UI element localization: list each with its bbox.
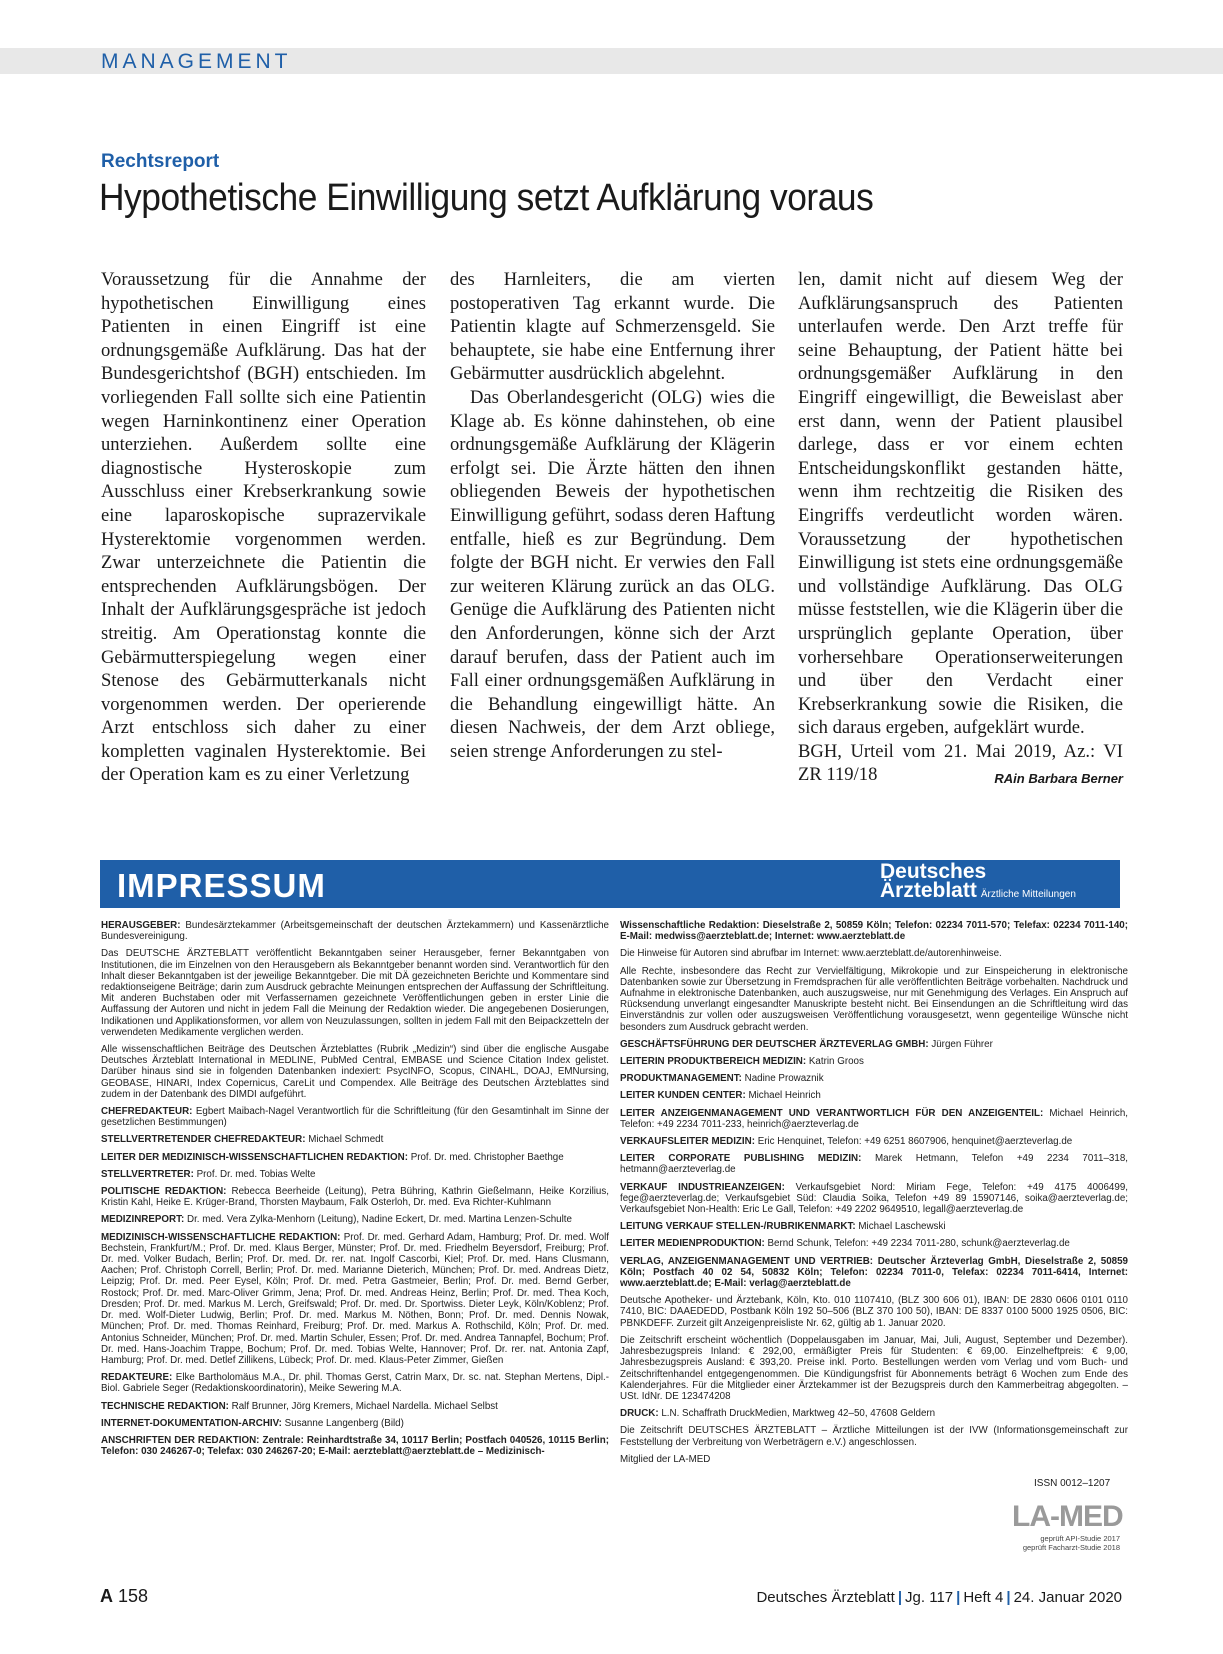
impressum-entry <box>620 948 1128 959</box>
impressum-entry-text: Marek Hetmann, Telefon +49 2234 7011–318, hetmann@aerzteverlag.de <box>620 1153 1128 1176</box>
article-column-3 <box>798 268 1123 791</box>
impressum-entry-text: Jürgen Führer <box>928 1038 993 1050</box>
impressum-entry-label: Wissenschaftliche Redaktion: Dieselstraße 2, 50859 Köln; Telefon: 02234 7011-570; Telefax: 02234 7011-140; E-Mail: medwiss@aerzteblatt.de; Internet: www.aerzteblatt.de <box>620 920 1128 943</box>
impressum-entry-text: Nadine Prowaznik <box>741 1073 824 1085</box>
impressum-entry <box>620 1425 1128 1447</box>
impressum-entry-text: Die Zeitschrift erscheint wöchentlich (Doppelausgaben im Januar, Mai, Juli, August, September und Dezember). Jahresbezugspreis Inland: € 292,00, ermäßigter Preis für Studenten: € 69,00. Einzelheftpreis: € 9,00, Jahresbezugspreis Ausland: € 393,20. Preise inkl. Porto. Bestellungen werden vom Verlag und vom Buch- und Zeitschriftenhandel entgegengenommen. Die Kündigungsfrist für Abonnements beträgt 6 Wochen zum Ende des Kalenderjahres. Für die Mitglieder einer Ärztekammer ist der Bezugspreis durch den Kammerbeitrag abgegolten. – USt. IdNr. DE 123474208 <box>620 1334 1128 1402</box>
impressum-entry-text: Das DEUTSCHE ÄRZTEBLATT veröffentlicht Bekanntgaben seiner Herausgeber, ferner Bekanntgaben von Institutionen, die im Einzelnen von den Herausgebern als Bekanntgeber benannt worden sind. Verantwortlich für den Inhalt dieser Bekanntgaben ist der jeweilige Bekanntgeber. Die mit DÄ gezeichneten Berichte und Kommentare sind redaktionseigene Beiträge; darin zum Ausdruck gebrachte Meinungen entsprechen der Auffassung der Schriftleitung. Mit anderen Buchstaben oder mit Verfassernamen gezeichnete Veröffentlichungen geben in erster Linie die Auffassung der Autoren und nicht in jedem Fall die Meinung der Redaktion wieder. Die angegebenen Dosierungen, Indikationen und Applikationsformen, vor allem von Neuzulassungen, sollten in jedem Fall mit den Beipackzetteln der verwendeten Medikamente verglichen werden. <box>101 948 609 1038</box>
impressum-entry <box>101 1232 609 1366</box>
impressum-entry <box>620 1454 1128 1465</box>
impressum-column-left <box>101 920 609 1463</box>
logo-line-1: Deutsches <box>880 860 987 883</box>
impressum-entry <box>620 1073 1128 1084</box>
impressum-entry-text: L.N. Schaffrath DruckMedien, Marktweg 42–50, 47608 Geldern <box>658 1408 936 1420</box>
impressum-entry-text: Die Zeitschrift DEUTSCHES ÄRZTEBLATT – Ärztliche Mitteilungen ist der IVW (Informationsgemeinschaft zur Feststellung der Verbreitung von Werbeträgern e.V.) angeschlossen. <box>620 1425 1128 1448</box>
impressum-entry-label: VERKAUFSLEITER MEDIZIN: <box>620 1136 755 1148</box>
impressum-entry-label: INTERNET-DOKUMENTATION-ARCHIV: <box>101 1417 282 1429</box>
impressum-entry-label: LEITUNG VERKAUF STELLEN-/RUBRIKENMARKT: <box>620 1221 856 1233</box>
impressum-entry <box>620 1238 1128 1249</box>
deutsches-aerzteblatt-logo <box>880 862 1076 904</box>
impressum-entry-label: LEITER CORPORATE PUBLISHING MEDIZIN: <box>620 1153 862 1165</box>
footer-journal-info: Deutsches Ärzteblatt | Jg. 117 | Heft 4 | 24. Januar 2020 <box>756 1589 1122 1606</box>
footer-volume: Jg. 117 <box>905 1589 954 1606</box>
logo-line-2 <box>880 881 1076 904</box>
impressum-entry <box>101 948 609 1038</box>
impressum-entry-text: Ralf Brunner, Jörg Kremers, Michael Nardella. Michael Selbst <box>228 1400 498 1412</box>
impressum-entry-label: PRODUKTMANAGEMENT: <box>620 1073 742 1085</box>
impressum-entry-text: Rebecca Beerheide (Leitung), Petra Bühring, Kathrin Gießelmann, Heike Korzilius, Kristin Kahl, Heike E. Krüger-Brand, Thorsten Maybaum, Falk Osterloh, Dr. med. Eva Richter-Kuhlmann <box>101 1186 609 1209</box>
impressum-entry-label: CHEFREDAKTEUR: <box>101 1106 193 1118</box>
impressum-entry-text: Die Hinweise für Autoren sind abrufbar im Internet: www.aerzteblatt.de/autorenhinweise. <box>620 948 1002 960</box>
impressum-entry-label: TECHNISCHE REDAKTION: <box>101 1400 229 1412</box>
footer-journal: Deutsches Ärzteblatt <box>756 1589 895 1606</box>
impressum-entry <box>620 1335 1128 1402</box>
la-med-logo: LA-MED <box>1012 1500 1123 1533</box>
issn: ISSN 0012–1207 <box>1034 1478 1111 1489</box>
article-paragraph: Das Oberlandesgericht (OLG) wies die Klage ab. Es könne dahinstehen, ob eine ordnungsgemäße Aufklärung der Klägerin erfolgt sei. Die Ärzte hätten den ihnen obliegenden Beweis der hypothetischen Einwilligung geführt, sodass deren Haftung entfalle, hieß es zur Begründung. Dem folgte der BGH nicht. Er verwies den Fall zur weiteren Klärung zurück an das OLG. Genüge die Aufklärung des Patienten nicht den Anforderungen, könne sich der Arzt darauf berufen, dass der Patient auch im Fall einer ordnungsgemäßen Aufklärung in die Behandlung eingewilligt hätte. An diesen Nachweis, der dem Arzt obliege, seien strenge Anforderungen zu stel- <box>450 386 775 762</box>
article-paragraph: len, damit nicht auf diesem Weg der Aufklärungsanspruch des Patienten unterlaufen werde. Den Arzt treffe für seine Behauptung, der Patient hätte bei ordnungsgemäßer Aufklärung in den Eingriff eingewilligt, die Beweislast aber erst dann, wenn der Patient plausibel darlege, dass er vor einem echten Entscheidungskonflikt gestanden hätte, wenn ihm rechtzeitig die Risiken des Eingriffs verdeutlicht worden wären. Voraussetzung der hypothetischen Einwilligung ist stets eine ordnungsgemäße und vollständige Aufklärung. Das OLG müsse feststellen, wie die Klägerin über die ursprünglich geplante Operation, über vorhersehbare Operationserweiterungen und über den Verdacht einer Krebserkrankung sowie die Risiken, die sich daraus ergeben, aufgeklärt wurde. <box>798 269 1123 739</box>
impressum-entry <box>620 1039 1128 1050</box>
impressum-entry <box>620 1221 1128 1232</box>
impressum-entry <box>620 920 1128 942</box>
impressum-entry <box>101 920 609 942</box>
impressum-entry-label: LEITERIN PRODUKTBEREICH MEDIZIN: <box>620 1056 807 1068</box>
impressum-entry-text: Bundesärztekammer (Arbeitsgemeinschaft der deutschen Ärztekammern) und Kassenärztliche Bundesvereinigung. <box>101 920 609 943</box>
page-number <box>100 1586 148 1607</box>
citation-text: BGH, Urteil vom 21. Mai 2019, Az.: VI ZR 119/18 <box>798 740 1123 786</box>
impressum-entry <box>101 1152 609 1163</box>
impressum-entry <box>101 1186 609 1208</box>
impressum-entry <box>101 1106 609 1128</box>
impressum-entry <box>620 1153 1128 1175</box>
impressum-entry-label: STELLVERTRETER: <box>101 1168 194 1180</box>
impressum-title: IMPRESSUM <box>117 867 326 904</box>
impressum-entry-text: Alle Rechte, insbesondere das Recht zur Vervielfältigung, Mikrokopie und zur Einspeicherung in elektronische Datenbanken sowie zur Übersetzung in Fremdsprachen für alle veröffentlichten Beiträge vorbehalten. Nachdruck und Aufnahme in elektronische Datenbanken, auch auszugsweise, nur mit Genehmigung des Verlages. Ein Anspruch auf Rücksendung unverlangt eingesandter Manuskripte besteht nicht. Bei Einsendungen an die Schriftleitung wird das Einverständnis zur vollen oder auszugsweisen Veröffentlichung vorausgesetzt, wenn gegenteilige Wünsche nicht besonders zum Ausdruck gebracht werden. <box>620 965 1128 1033</box>
la-med-caption <box>1008 1534 1120 1552</box>
impressum-entry-text: Verkaufsgebiet Nord: Miriam Fege, Telefon: +49 4175 4006499, fege@aerzteverlag.de; Verkaufsgebiet Süd: Claudia Soika, Telefon +49 89 15907146, soika@aerzteverlag.de; Verkaufsgebiet Non-Health: Eric Le Gall, Telefon: +49 2202 9649510, legall@aerzteverlag.de <box>620 1181 1128 1216</box>
impressum-entry-label: STELLVERTRETENDER CHEFREDAKTEUR: <box>101 1134 306 1146</box>
impressum-entry-label: POLITISCHE REDAKTION: <box>101 1186 227 1198</box>
impressum-entry-text: Michael Heinrich, Telefon: +49 2234 7011-233, heinrich@aerzteverlag.de <box>620 1107 1128 1130</box>
impressum-entry-label: GESCHÄFTSFÜHRUNG DER DEUTSCHER ÄRZTEVERLAG GMBH: <box>620 1038 929 1050</box>
impressum-entry-label: DRUCK: <box>620 1408 659 1420</box>
impressum-entry-label: VERLAG, ANZEIGENMANAGEMENT UND VERTRIEB: Deutscher Ärzteverlag GmbH, Dieselstraße 2, 50859 Köln; Postfach 40 02 54, 50832 Köln; Telefon: 02234 7011-0, Telefax: 02234 7011-6414, Internet: www.aerzteblatt.de; E-Mail: verlag@aerzteblatt.de <box>620 1255 1128 1290</box>
footer-issue: Heft 4 <box>963 1589 1004 1606</box>
impressum-entry <box>620 1256 1128 1290</box>
article-citation <box>798 740 1123 787</box>
impressum-entry-label: HERAUSGEBER: <box>101 920 181 931</box>
logo-line-2-text: Ärzteblatt <box>880 879 977 902</box>
article-column-2 <box>450 268 775 763</box>
impressum-entry-label: LEITER KUNDEN CENTER: <box>620 1090 746 1102</box>
impressum-entry-label: LEITER DER MEDIZINISCH-WISSENSCHAFTLICHEN REDAKTION: <box>101 1151 408 1163</box>
article-kicker: Rechtsreport <box>101 151 220 172</box>
impressum-entry-label: MEDIZINREPORT: <box>101 1214 185 1226</box>
impressum-entry-label: REDAKTEURE: <box>101 1372 173 1384</box>
impressum-entry-text: Dr. med. Vera Zylka-Menhorn (Leitung), Nadine Eckert, Dr. med. Martina Lenzen-Schulte <box>184 1214 572 1226</box>
impressum-entry-text: Deutsche Apotheker- und Ärztebank, Köln, Kto. 010 1107410, (BLZ 300 606 01), IBAN: DE 2830 0606 0101 0110 7410, BIC: DAAEDEDD, Postbank Köln 192 50–506 (BLZ 370 100 50), IBAN: DE 8337 0100 5000 1925 0506, BIC: PBNKDEFF. Zurzeit gilt Anzeigenpreisliste Nr. 62, gültig ab 1. Januar 2020. <box>620 1295 1128 1329</box>
impressum-entry-text: Prof. Dr. med. Gerhard Adam, Hamburg; Prof. Dr. med. Wolf Bechstein, Frankfurt/M.; Prof. Dr. med. Klaus Berger, Münster; Prof. Dr. med. Friedhelm Beyersdorf, Freiburg; Prof. Dr. med. Volker Budach, Berlin; Prof. Dr. med. Dr. rer. nat. Ingolf Cascorbi, Kiel; Prof. Dr. med. Hans Clusmann, Aachen; Prof. Christoph Correll, Berlin; Prof. Dr. med. Marianne Dieterich, München; Prof. Dr. med. Andreas Dietz, Leipzig; Prof. Dr. med. Peer Eysel, Köln; Prof. Dr. med. Petra Gastmeier, Berlin; Prof. Dr. med. Bernd Gerber, Rostock; Prof. Dr. med. Marc-Oliver Grimm, Jena; Prof. Dr. med. Andreas Heinz, Berlin; Prof. Dr. med. Thea Koch, Dresden; Prof. Dr. med. Markus M. Lerch, Greifswald; Prof. Dr. med. Dr. Sportwiss. Dieter Leyk, Köln/Koblenz; Prof. Dr. med. Wolf-Dieter Ludwig, Berlin; Prof. Dr. med. Markus M. Nöthen, Bonn; Prof. Dr. med. Dennis Nowak, München; Prof. Dr. med. Thomas Reinhard, Freiburg; Prof. Dr. med. Markus A. Rothschild, Köln; Prof. Dr. med. Antonius Schneider, München; Prof. Dr. med. Martin Schuler, Essen; Prof. Dr. med. Andrea Tannapfel, Bochum; Prof. Dr. med. Hans-Joachim Trappe, Bochum; Prof. Dr. med. Tobias Welte, Hannover; Prof. Dr. rer. nat. Antonia Zapf, Hamburg; Prof. Dr. med. Detlef Zillikens, Lübeck; Prof. Dr. med. Klaus-Peter Zimmer, Gießen <box>101 1231 609 1366</box>
impressum-entry-label: LEITER MEDIENPRODUKTION: <box>620 1238 765 1250</box>
impressum-entry <box>101 1214 609 1225</box>
impressum-entry-text: Susanne Langenberg (Bild) <box>281 1417 404 1429</box>
impressum-entry <box>101 1418 609 1429</box>
impressum-entry-label: VERKAUF INDUSTRIEANZEIGEN: <box>620 1181 785 1193</box>
impressum-entry-text: Eric Henquinet, Telefon: +49 6251 8607906, henquinet@aerzteverlag.de <box>754 1136 1073 1148</box>
article-column-1 <box>101 268 426 787</box>
article-paragraph: des Harnleiters, die am vierten postoperativen Tag erkannt wurde. Die Patientin klagte auf Schmerzensgeld. Sie behauptete, sie habe eine Entfernung ihrer Gebärmutter ausdrücklich abgelehnt. <box>450 269 775 385</box>
impressum-entry-text: Katrin Groos <box>806 1056 864 1068</box>
impressum-entry-text: Prof. Dr. med. Tobias Welte <box>193 1168 316 1180</box>
article-author: RAin Barbara Berner <box>994 771 1123 787</box>
impressum-entry <box>101 1134 609 1145</box>
page-number-value: 158 <box>118 1586 149 1606</box>
impressum-entry-label: MEDIZINISCH-WISSENSCHAFTLICHE REDAKTION: <box>101 1231 341 1243</box>
impressum-entry-label: LEITER ANZEIGENMANAGEMENT UND VERANTWORTLICH FÜR DEN ANZEIGENTEIL: <box>620 1107 1044 1119</box>
impressum-entry-label: ANSCHRIFTEN DER REDAKTION: Zentrale: Reinhardtstraße 34, 10117 Berlin; Postfach 040526, 10115 Berlin; Telefon: 030 246267-0; Telefax: 030 246267-20; E-Mail: aerzteblatt@aerzteblatt.de – Medizinisch- <box>101 1434 609 1458</box>
impressum-entry <box>620 1056 1128 1067</box>
impressum-entry-text: Michael Heinrich <box>745 1090 821 1102</box>
impressum-entry-text: Bernd Schunk, Telefon: +49 2234 7011-280, schunk@aerzteverlag.de <box>764 1238 1070 1250</box>
impressum-entry <box>620 966 1128 1033</box>
impressum-entry <box>101 1401 609 1412</box>
impressum-entry <box>620 1182 1128 1216</box>
impressum-entry <box>101 1435 609 1457</box>
article-headline: Hypothetische Einwilligung setzt Aufklärung voraus <box>99 177 874 219</box>
impressum-column-right <box>620 920 1128 1471</box>
impressum-entry <box>101 1372 609 1394</box>
article-paragraph: Voraussetzung für die Annahme der hypothetischen Einwilligung eines Patienten in einen Eingriff ist eine ordnungsgemäße Aufklärung. Das hat der Bundesgerichtshof (BGH) entschieden. Im vorliegenden Fall sollte sich eine Patientin wegen Harninkontinenz einer Operation unterziehen. Außerdem sollte eine diagnostische Hysteroskopie zum Ausschluss einer Krebserkrankung sowie eine laparoskopische suprazervikale Hysterektomie vorgenommen werden. Zwar unterzeichnete die Patientin die entsprechenden Aufklärungsbögen. Der Inhalt der Aufklärungsgespräche ist jedoch streitig. Am Operationstag konnte die Gebärmutterspiegelung wegen einer Stenose des Gebärmutterkanals nicht vorgenommen werden. Der operierende Arzt entschloss sich daher zu einer kompletten vaginalen Hysterektomie. Bei der Operation kam es zu einer Verletzung <box>101 269 426 786</box>
footer-date: 24. Januar 2020 <box>1013 1589 1122 1606</box>
impressum-entry <box>620 1408 1128 1419</box>
impressum-entry-text: Prof. Dr. med. Christopher Baethge <box>407 1151 564 1163</box>
la-med-line-1: geprüft API-Studie 2017 <box>1040 1534 1120 1543</box>
impressum-entry-text: Alle wissenschaftlichen Beiträge des Deutschen Ärzteblattes (Rubrik „Medizin“) sind über die englische Ausgabe Deutsches Ärzteblatt International in MEDLINE, PubMed Central, EMBASE und Science Citation Index gelistet. Darüber hinaus sind sie in folgenden Datenbanken indexiert: PsycINFO, Scopus, CINAHL, DOAJ, EMNursing, GEOBASE, HINARI, Index Copernicus, CareLit und Compendex. Alle Beiträge des Deutschen Ärzteblattes sind zudem in der Datenbank des DIMDI aufgeführt. <box>101 1044 609 1100</box>
impressum-entry-text: Michael Laschewski <box>855 1221 946 1233</box>
impressum-entry-text: Egbert Maibach-Nagel Verantwortlich für die Schriftleitung (für den Gesamtinhalt im Sinne der gesetzlichen Bestimmungen) <box>101 1106 609 1129</box>
impressum-entry-text: Mitglied der LA-MED <box>620 1453 711 1465</box>
section-label: MANAGEMENT <box>101 50 292 73</box>
page-prefix: A <box>100 1586 113 1606</box>
impressum-entry <box>620 1108 1128 1130</box>
impressum-entry <box>101 1044 609 1100</box>
impressum-entry-text: Michael Schmedt <box>305 1134 384 1146</box>
impressum-entry-text: Elke Bartholomäus M.A., Dr. phil. Thomas Gerst, Catrin Marx, Dr. sc. nat. Stephan Mertens, Dipl.-Biol. Gabriele Seger (Redaktionskoordinatorin), Meike Sewering M.A. <box>101 1372 609 1395</box>
impressum-entry <box>101 1169 609 1180</box>
logo-subtitle: Ärztliche Mitteilungen <box>980 889 1076 900</box>
impressum-entry <box>620 1295 1128 1329</box>
la-med-line-2: geprüft Facharzt-Studie 2018 <box>1022 1543 1120 1552</box>
impressum-entry <box>620 1136 1128 1147</box>
impressum-entry <box>620 1090 1128 1101</box>
